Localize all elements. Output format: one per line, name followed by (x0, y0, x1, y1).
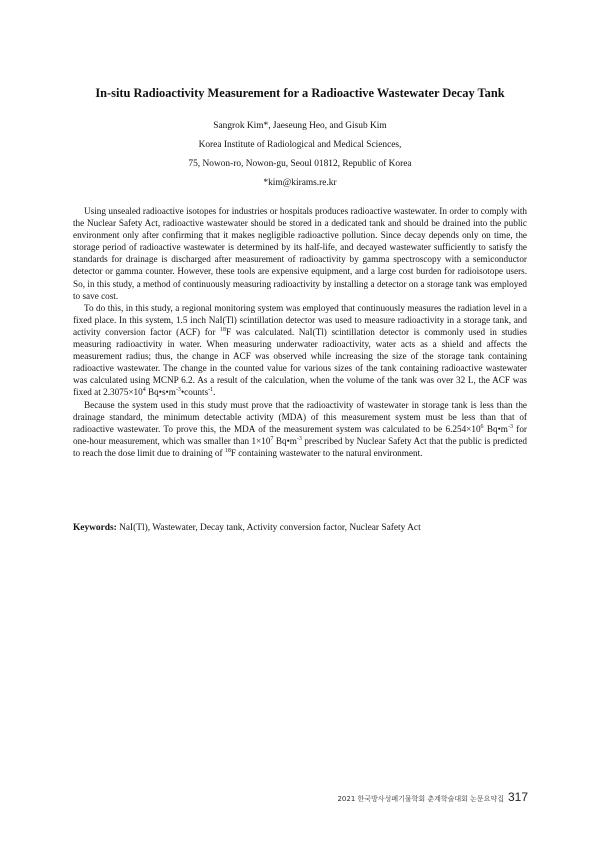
abstract-body (73, 205, 527, 459)
author-list: Sangrok Kim*, Jaeseung Heo, and Gisub Kim (213, 121, 387, 131)
corresponding-email: *kim@kirams.re.kr (263, 178, 337, 188)
keywords-line (73, 523, 527, 533)
keywords-label: Keywords: (73, 523, 117, 533)
proceedings-title: 2021 한국방사성폐기물학회 춘계학술대회 논문요약집 (337, 795, 504, 803)
keywords-text: NaI(Tl), Wastewater, Decay tank, Activity conversion factor, Nuclear Safety Act (116, 523, 421, 533)
affiliation-institute: Korea Institute of Radiological and Medical Sciences, (198, 140, 402, 150)
page-footer (337, 790, 528, 804)
page-number: 317 (507, 790, 528, 804)
affiliation-address: 75, Nowon-ro, Nowon-gu, Seoul 01812, Republic of Korea (188, 159, 412, 169)
abstract-paragraph-2: To do this, in this study, a regional monitoring system was employed that continuously measures the radiation level in a fixed place. In this system, 1.5 inch NaI(Tl) scintillation detector was used to measure radioactivity in a storage tank, and activity conversion factor (ACF) for $^{18}$F was calculated. NaI(Tl) scintillation detector is commonly used in studies measuring radioactivity in water. When measuring underwater radioactivity, water acts as a shield and affects the measurement radius; thus, the change in ACF was observed while increasing the size of the storage tank containing radioactive wastewater. The change in the counted value for various sizes of the tank containing radioactive wastewater was calculated using MCNP 6.2. As a result of the calculation, when the volume of the tank was over 32 L, the ACF was fixed at $2.3075\times 10^4$ $Bq•s•m^{-3}•counts^{-1}$. (73, 302, 527, 398)
abstract-paragraph-1: Using unsealed radioactive isotopes for industries or hospitals produces radioactive wastewater. In order to comply with the Nuclear Safety Act, radioactive wastewater should be stored in a dedicated tank and should be drained into the public environment only after confirming that it makes negligible radioactive pollution. Since decay depends only on time, the storage period of radioactive wastewater is determined by its half-life, and decayed wastewater sufficiently to satisfy the standards for drainage is discharged after measurement of radioactivity by gamma spectroscopy with a semiconductor detector or gamma counter. However, these tools are expensive equipment, and a large cost burden for radioisotope users. So, in this study, a method of continuously measuring radioactivity by installing a detector on a storage tank was employed to save cost. (73, 206, 527, 301)
paper-title: In-situ Radioactivity Measurement for a Radioactive Wastewater Decay Tank (95, 86, 505, 100)
abstract-paragraph-3: Because the system used in this study must prove that the radioactivity of wastewater in storage tank is less than the drainage standard, the minimum detectable activity (MDA) of this measurement system must be less than that of radioactive wastewater. To prove this, the MDA of the measurement system was calculated to be $6.254\times 10^6$ $Bq•m^{-3}$ for one-hour measurement, which was smaller than $1\times 10^7$ $Bq•m^{-3}$ prescribed by Nuclear Safety Act that the public is predicted to reach the dose limit due to draining of $^{18}$F containing wastewater to the natural environment. (73, 399, 527, 458)
